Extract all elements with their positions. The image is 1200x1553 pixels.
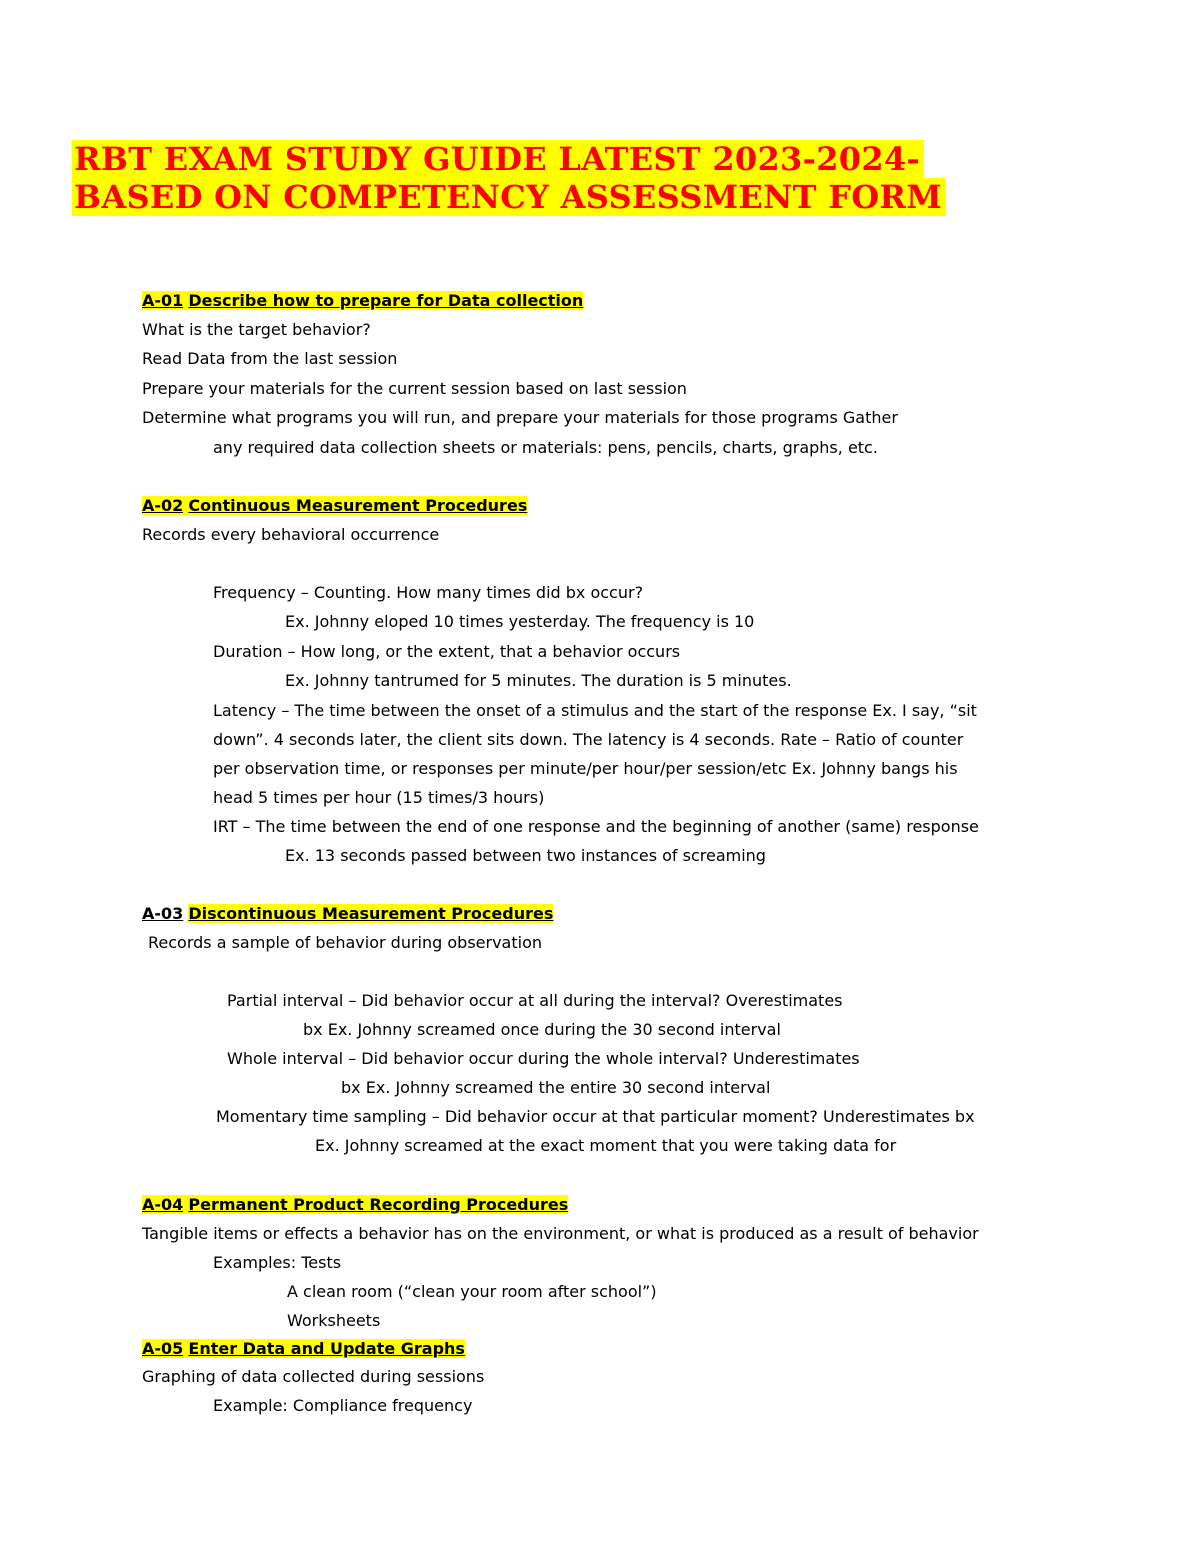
section-intro: Records every behavioral occurrence bbox=[142, 525, 440, 544]
body-line: Latency – The time between the onset of a stimulus and the start of the response Ex. I say, “sit bbox=[213, 701, 977, 720]
section-intro: Records a sample of behavior during observation bbox=[148, 933, 542, 952]
body-line: Whole interval – Did behavior occur during the whole interval? Underestimates bbox=[227, 1049, 860, 1068]
section-heading-a02 bbox=[142, 495, 527, 517]
body-line: per observation time, or responses per minute/per hour/per session/etc Ex. Johnny bangs his bbox=[213, 759, 958, 778]
section-title: Discontinuous Measurement Procedures bbox=[188, 904, 554, 923]
body-line: Ex. Johnny tantrumed for 5 minutes. The duration is 5 minutes. bbox=[285, 671, 792, 690]
document-title bbox=[72, 140, 946, 216]
body-line: Example: Compliance frequency bbox=[213, 1396, 473, 1415]
section-code: A-01 bbox=[142, 291, 184, 310]
body-line: What is the target behavior? bbox=[142, 320, 371, 339]
section-code: A-03 bbox=[142, 904, 184, 923]
section-heading-a05 bbox=[142, 1338, 465, 1360]
body-line: Examples: Tests bbox=[213, 1253, 342, 1272]
body-line: bx Ex. Johnny screamed the entire 30 second interval bbox=[341, 1078, 771, 1097]
title-line-1: RBT EXAM STUDY GUIDE LATEST 2023-2024- bbox=[72, 140, 924, 178]
section-code: A-02 bbox=[142, 496, 184, 515]
section-title: Permanent Product Recording Procedures bbox=[188, 1195, 569, 1214]
body-line: any required data collection sheets or materials: pens, pencils, charts, graphs, etc. bbox=[213, 438, 878, 457]
body-line: Worksheets bbox=[287, 1311, 381, 1330]
body-line: down”. 4 seconds later, the client sits down. The latency is 4 seconds. Rate – Ratio of counter bbox=[213, 730, 964, 749]
section-heading-a03 bbox=[142, 903, 553, 925]
body-line: head 5 times per hour (15 times/3 hours) bbox=[213, 788, 545, 807]
section-heading-a04 bbox=[142, 1194, 568, 1216]
section-heading-a01 bbox=[142, 290, 583, 312]
section-code: A-05 bbox=[142, 1339, 184, 1358]
body-line: Partial interval – Did behavior occur at all during the interval? Overestimates bbox=[227, 991, 843, 1010]
body-line: Determine what programs you will run, and prepare your materials for those programs Gather bbox=[142, 408, 898, 427]
body-line: Momentary time sampling – Did behavior occur at that particular moment? Underestimates bx bbox=[216, 1107, 975, 1126]
body-line: A clean room (“clean your room after school”) bbox=[287, 1282, 657, 1301]
section-title: Continuous Measurement Procedures bbox=[188, 496, 528, 515]
body-line: Frequency – Counting. How many times did bx occur? bbox=[213, 583, 644, 602]
title-line-2: BASED ON COMPETENCY ASSESSMENT FORM bbox=[72, 178, 946, 216]
body-line: Ex. Johnny screamed at the exact moment that you were taking data for bbox=[315, 1136, 897, 1155]
body-line: Read Data from the last session bbox=[142, 349, 398, 368]
body-line: Duration – How long, or the extent, that a behavior occurs bbox=[213, 642, 681, 661]
body-line: Ex. 13 seconds passed between two instances of screaming bbox=[285, 846, 766, 865]
section-intro: Graphing of data collected during sessions bbox=[142, 1367, 485, 1386]
section-title: Enter Data and Update Graphs bbox=[188, 1339, 465, 1358]
section-intro: Tangible items or effects a behavior has on the environment, or what is produced as a result of behavior bbox=[142, 1224, 979, 1243]
body-line: IRT – The time between the end of one response and the beginning of another (same) response bbox=[213, 817, 979, 836]
section-title: Describe how to prepare for Data collection bbox=[188, 291, 584, 310]
body-line: Ex. Johnny eloped 10 times yesterday. The frequency is 10 bbox=[285, 612, 755, 631]
section-code: A-04 bbox=[142, 1195, 184, 1214]
body-line: bx Ex. Johnny screamed once during the 30 second interval bbox=[303, 1020, 781, 1039]
body-line: Prepare your materials for the current session based on last session bbox=[142, 379, 687, 398]
